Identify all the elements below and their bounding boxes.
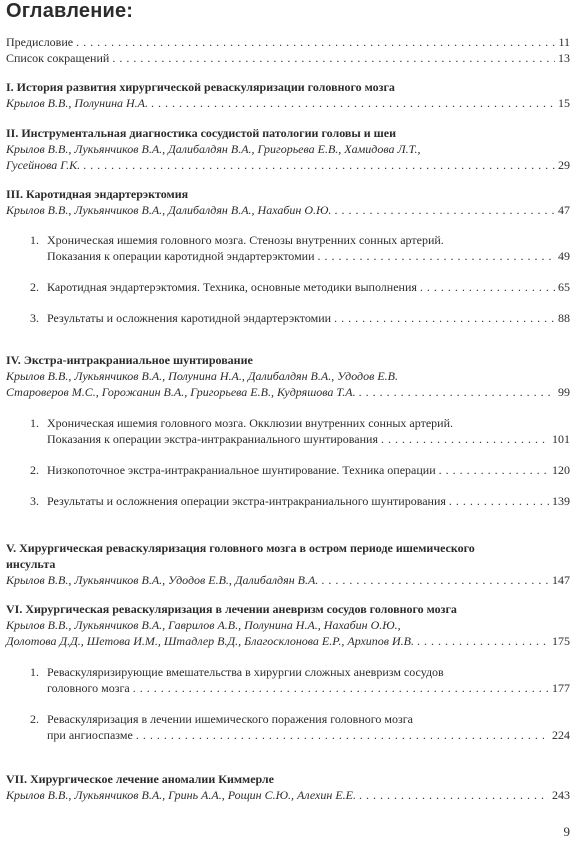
entry-page: 15 bbox=[558, 96, 570, 110]
entry-title: Список сокращений bbox=[6, 51, 110, 65]
item-number: 2. bbox=[30, 712, 39, 726]
leader-dots bbox=[420, 280, 555, 295]
item-title: головного мозга bbox=[47, 681, 130, 695]
leader-dots bbox=[318, 249, 555, 264]
entry-page: 175 bbox=[552, 634, 570, 648]
leader-dots bbox=[334, 203, 555, 218]
item-number: 3. bbox=[30, 311, 39, 325]
item-number: 1. bbox=[30, 233, 39, 247]
section-title-1[interactable]: I. История развития хирургической реваскуляризации головного мозга bbox=[6, 80, 395, 94]
section-title-4[interactable]: IV. Экстра-интракраниальное шунтирование bbox=[6, 353, 253, 367]
entry-page: 99 bbox=[558, 385, 570, 399]
leader-dots bbox=[83, 158, 555, 173]
leader-dots bbox=[136, 728, 549, 743]
authors: Крылов В.В., Лукьянчиков В.А., Далибалдян В.А., Нахабин О.Ю. bbox=[6, 203, 332, 217]
section-authors-2: Крылов В.В., Лукьянчиков В.А., Далибалдян В.А., Григорьева Е.В., Хамидова Л.Т., bbox=[6, 142, 421, 156]
entry-page: 13 bbox=[558, 51, 570, 65]
item-number: 1. bbox=[30, 665, 39, 679]
entry-page: 224 bbox=[552, 728, 570, 742]
item-title: при ангиоспазме bbox=[47, 728, 133, 742]
leader-dots bbox=[112, 51, 555, 66]
section-authors-6-cont bbox=[6, 634, 570, 649]
entry-title: Предисловие bbox=[6, 35, 74, 49]
item-title: Хроническая ишемия головного мозга. Окклюзии внутренних сонных артерий. bbox=[47, 416, 454, 430]
item-number: 2. bbox=[30, 280, 39, 294]
authors: Крылов В.В., Полунина Н.А. bbox=[6, 96, 149, 110]
toc-entry-preface[interactable] bbox=[6, 35, 570, 50]
subsection-6-2[interactable] bbox=[30, 712, 570, 727]
item-title: Реваскуляризация в лечении ишемического поражения головного мозга bbox=[47, 712, 413, 726]
entry-page: 47 bbox=[558, 203, 570, 217]
entry-page: 65 bbox=[558, 280, 570, 294]
section-authors-1 bbox=[6, 96, 570, 111]
authors: Долотова Д.Д., Шетова И.М., Штадлер В.Д., Благосклонова Е.Р., Архипов И.В. bbox=[6, 634, 414, 648]
subsection-4-1-cont[interactable] bbox=[47, 432, 570, 447]
item-number: 3. bbox=[30, 494, 39, 508]
toc-title: Оглавление: bbox=[6, 0, 134, 22]
item-number: 1. bbox=[30, 416, 39, 430]
subsection-4-2[interactable] bbox=[30, 463, 570, 478]
entry-page: 120 bbox=[552, 463, 570, 477]
section-authors-4-cont bbox=[6, 385, 570, 400]
leader-dots bbox=[321, 573, 549, 588]
section-title-7[interactable]: VII. Хирургическое лечение аномалии Киммерле bbox=[6, 772, 274, 786]
subsection-6-1-cont[interactable] bbox=[47, 681, 570, 696]
leader-dots bbox=[334, 311, 555, 326]
page-number: 9 bbox=[563, 824, 570, 839]
item-title: Низкопоточное экстра-интракраниальное шунтирование. Техника операции bbox=[47, 463, 436, 477]
authors: Крылов В.В., Лукьянчиков В.А., Удодов Е.В., Далибалдян В.А. bbox=[6, 573, 319, 587]
leader-dots bbox=[359, 788, 549, 803]
section-authors-5 bbox=[6, 573, 570, 588]
leader-dots bbox=[381, 432, 549, 447]
entry-page: 243 bbox=[552, 788, 570, 802]
leader-dots bbox=[151, 96, 555, 111]
subsection-4-1[interactable] bbox=[30, 416, 570, 431]
section-authors-6: Крылов В.В., Лукьянчиков В.А., Гаврилов А.В., Полунина Н.А., Нахабин О.Ю., bbox=[6, 618, 401, 632]
item-number: 2. bbox=[30, 463, 39, 477]
entry-page: 139 bbox=[552, 494, 570, 508]
subsection-6-1[interactable] bbox=[30, 665, 570, 680]
authors: Староверов М.С., Горожанин В.А., Григорьева Е.В., Кудряшова Т.А. bbox=[6, 385, 356, 399]
subsection-3-1[interactable] bbox=[30, 233, 570, 248]
entry-page: 88 bbox=[558, 311, 570, 325]
subsection-3-3[interactable] bbox=[30, 311, 570, 326]
leader-dots bbox=[359, 385, 555, 400]
item-title: Показания к операции каротидной эндартерэктомии bbox=[47, 249, 315, 263]
leader-dots bbox=[449, 494, 549, 509]
entry-page: 11 bbox=[558, 35, 570, 49]
section-authors-2-cont bbox=[6, 158, 570, 173]
leader-dots bbox=[133, 681, 549, 696]
entry-page: 29 bbox=[558, 158, 570, 172]
section-title-6[interactable]: VI. Хирургическая реваскуляризация в лечении аневризм сосудов головного мозга bbox=[6, 602, 457, 616]
entry-page: 101 bbox=[552, 432, 570, 446]
section-authors-4: Крылов В.В., Лукьянчиков В.А., Полунина Н.А., Далибалдян В.А., Удодов Е.В. bbox=[6, 369, 398, 383]
section-title-5-cont[interactable]: инсульта bbox=[6, 557, 56, 571]
item-title: Каротидная эндартерэктомия. Техника, основные методики выполнения bbox=[47, 280, 417, 294]
entry-page: 177 bbox=[552, 681, 570, 695]
section-title-2[interactable]: II. Инструментальная диагностика сосудистой патологии головы и шеи bbox=[6, 126, 397, 140]
item-title: Хроническая ишемия головного мозга. Стенозы внутренних сонных артерий. bbox=[47, 233, 444, 247]
item-title: Результаты и осложнения операции экстра-интракраниального шунтирования bbox=[47, 494, 446, 508]
authors: Крылов В.В., Лукьянчиков В.А., Гринь А.А., Рощин С.Ю., Алехин Е.Е. bbox=[6, 788, 356, 802]
subsection-3-2[interactable] bbox=[30, 280, 570, 295]
leader-dots bbox=[439, 463, 549, 478]
section-title-3[interactable]: III. Каротидная эндартерэктомия bbox=[6, 187, 189, 201]
subsection-3-1-cont[interactable] bbox=[47, 249, 570, 264]
entry-page: 49 bbox=[558, 249, 570, 263]
entry-page: 147 bbox=[552, 573, 570, 587]
leader-dots bbox=[76, 35, 555, 50]
toc-entry-abbreviations[interactable] bbox=[6, 51, 570, 66]
subsection-6-2-cont[interactable] bbox=[47, 728, 570, 743]
authors: Гусейнова Г.К. bbox=[6, 158, 81, 172]
leader-dots bbox=[417, 634, 549, 649]
section-authors-3 bbox=[6, 203, 570, 218]
section-title-5[interactable]: V. Хирургическая реваскуляризация головного мозга в остром периоде ишемического bbox=[6, 541, 475, 555]
item-title: Показания к операции экстра-интракраниального шунтирования bbox=[47, 432, 378, 446]
item-title: Результаты и осложнения каротидной эндартерэктомии bbox=[47, 311, 332, 325]
section-authors-7 bbox=[6, 788, 570, 803]
item-title: Реваскуляризирующие вмешательства в хирургии сложных аневризм сосудов bbox=[47, 665, 444, 679]
subsection-4-3[interactable] bbox=[30, 494, 570, 509]
